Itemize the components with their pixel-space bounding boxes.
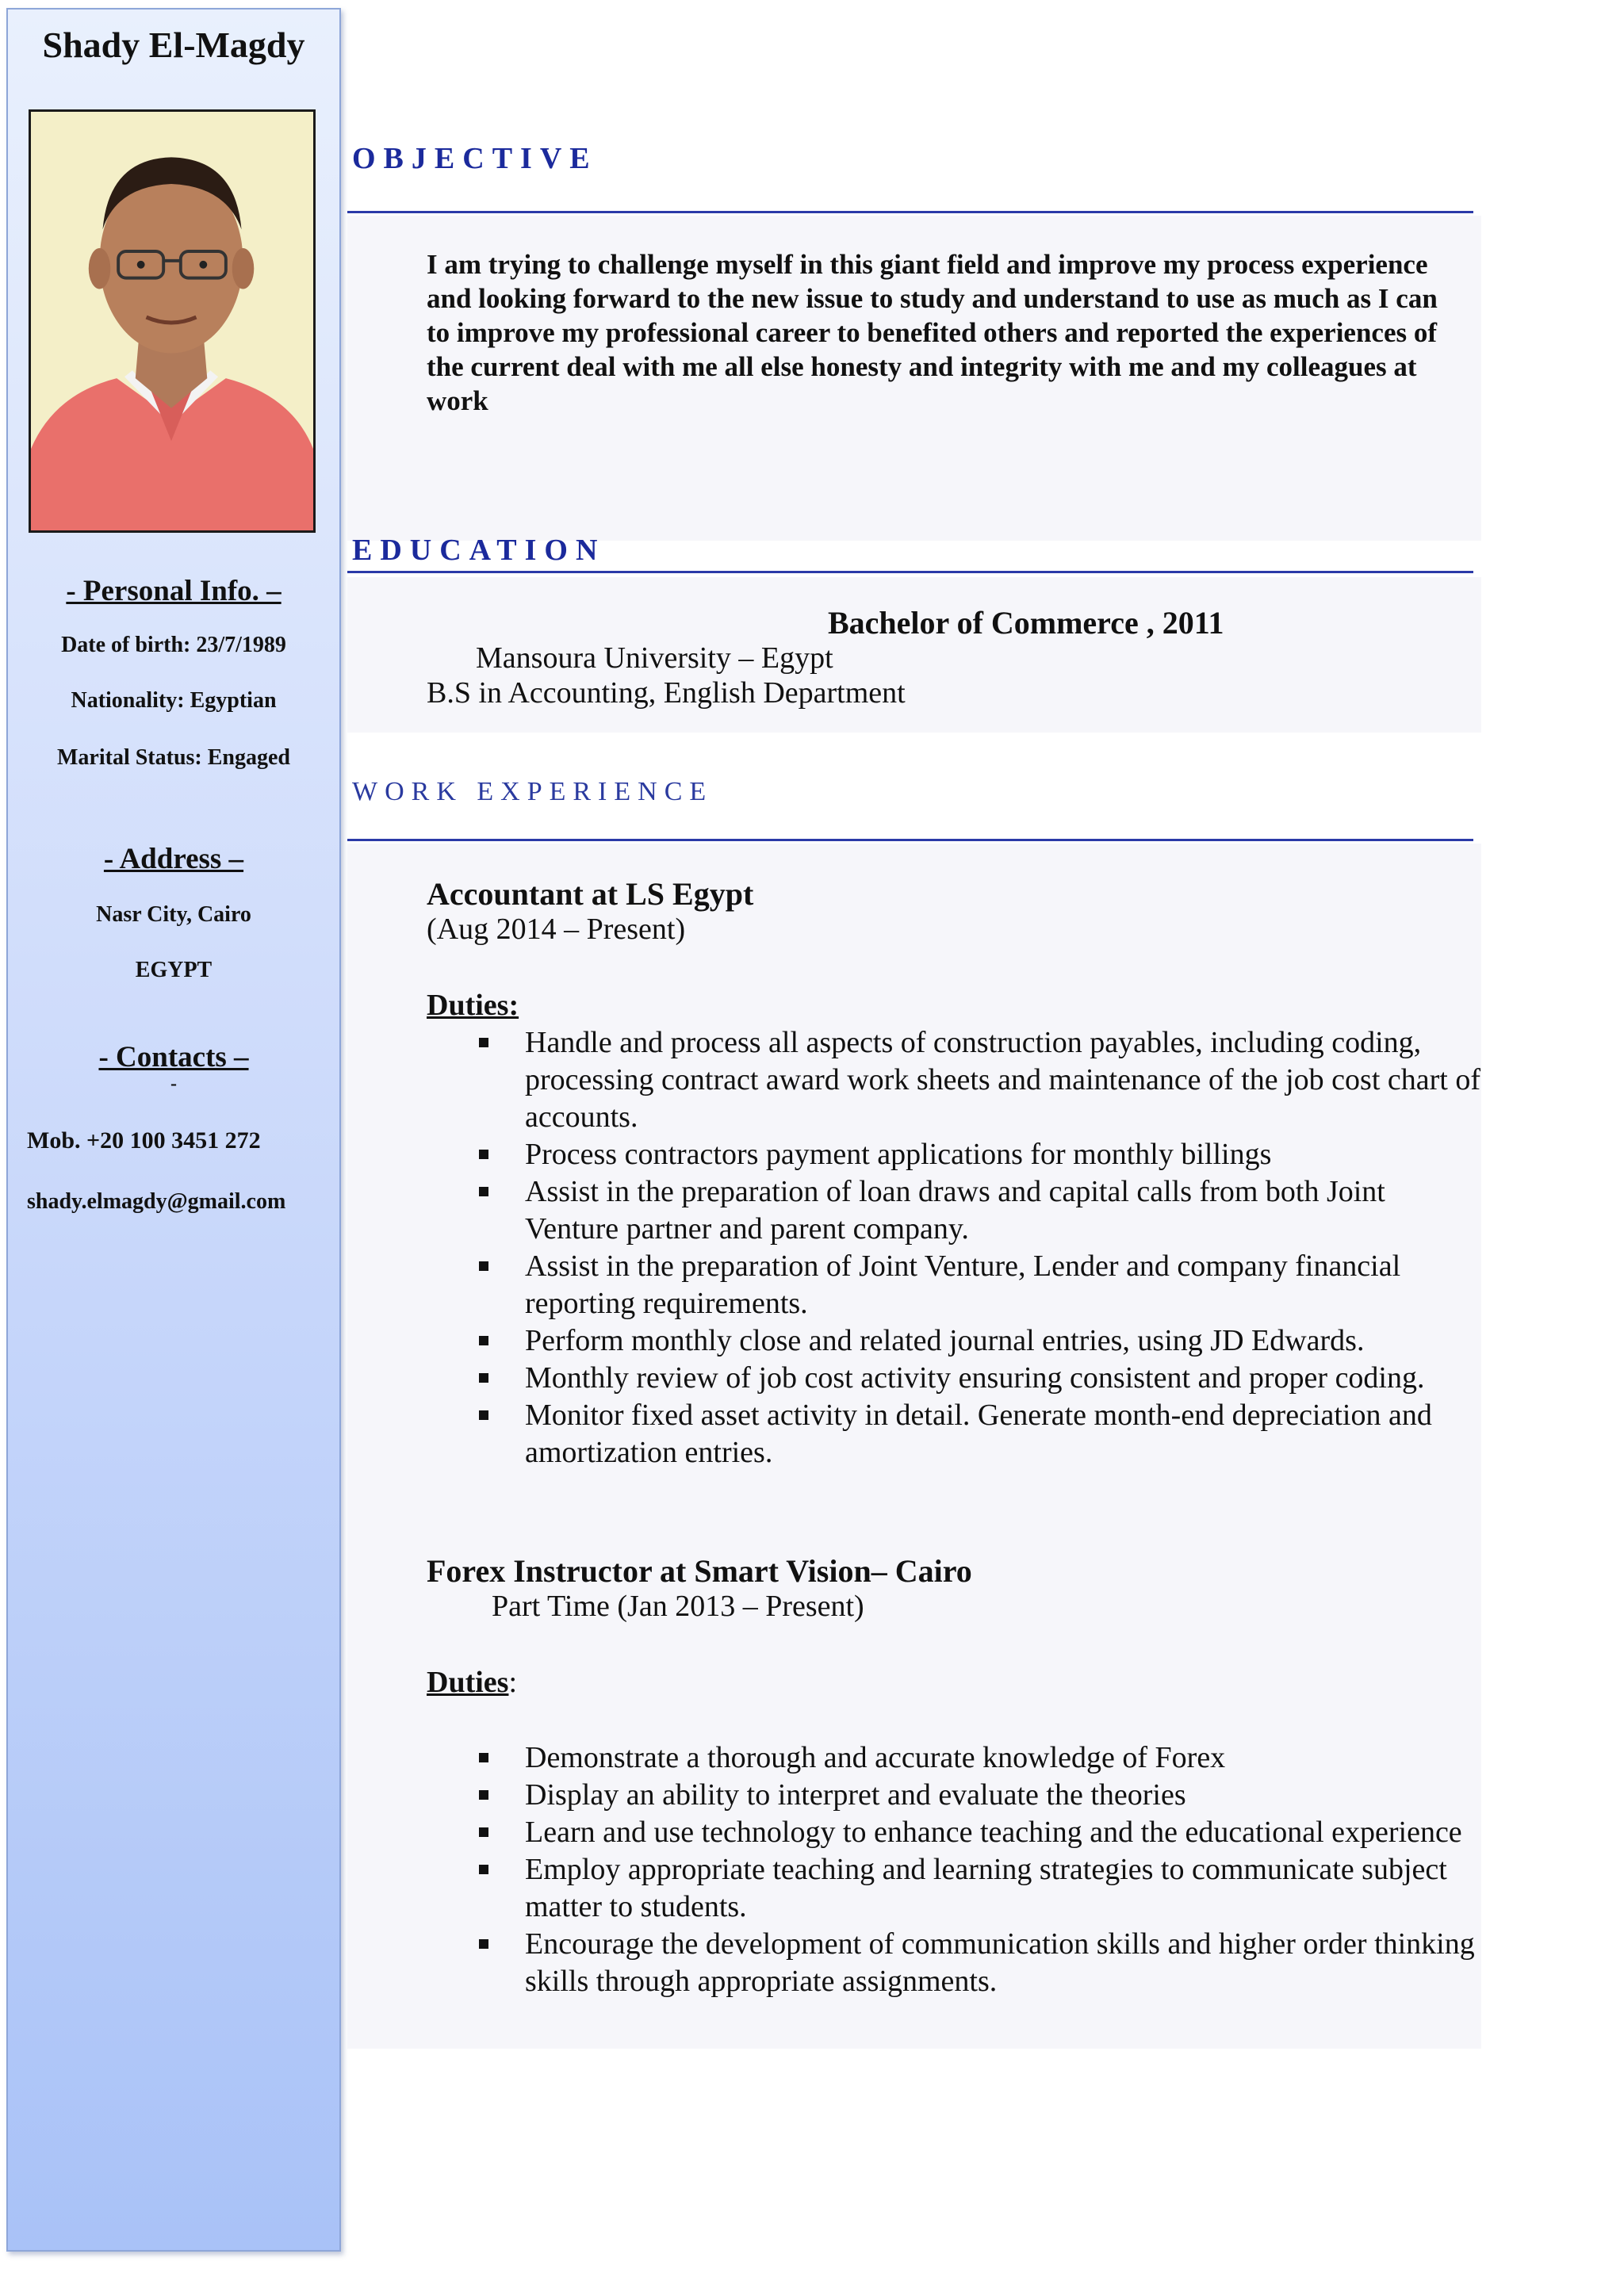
duty-item: Perform monthly close and related journal entries, using JD Edwards.: [427, 1322, 1481, 1360]
duties-label: Duties:: [427, 989, 519, 1022]
duty-item: Assist in the preparation of loan draws and capital calls from both Joint Venture partner and parent company.: [427, 1173, 1481, 1248]
candidate-name: Shady El-Magdy: [42, 25, 305, 65]
job-title: Forex Instructor at Smart Vision– Cairo: [427, 1553, 972, 1589]
degree: Bachelor of Commerce , 2011: [828, 605, 1224, 641]
marital-status: Marital Status: Engaged: [57, 745, 290, 770]
education-divider: [347, 571, 1473, 573]
work-experience-title: WORK EXPERIENCE: [352, 777, 714, 806]
email-address: shady.elmagdy@gmail.com: [27, 1189, 286, 1214]
address-line-country: EGYPT: [135, 958, 213, 982]
duty-item: Handle and process all aspects of construction payables, including coding, processing contract award work sheets and maintenance of the job cost chart of accounts.: [427, 1024, 1481, 1136]
profile-photo-image: [31, 112, 313, 530]
job-period: Part Time (Jan 2013 – Present): [492, 1590, 864, 1623]
duty-item: Display an ability to interpret and evaluate the theories: [427, 1777, 1481, 1814]
profile-photo: [29, 109, 316, 533]
contacts-dash: -: [170, 1073, 177, 1094]
duties-colon: :: [508, 1666, 518, 1699]
contacts-heading: - Contacts –: [98, 1041, 249, 1073]
work-experience-divider: [347, 839, 1473, 841]
duties-label: Duties: [427, 1666, 509, 1699]
objective-divider: [347, 211, 1473, 213]
duty-item: Encourage the development of communication skills and higher order thinking skills through appropriate assignments.: [427, 1926, 1481, 2000]
sidebar: [6, 8, 341, 2252]
job-title: Accountant at LS Egypt: [427, 876, 754, 912]
duty-item: Monitor fixed asset activity in detail. Generate month-end depreciation and amortization entries.: [427, 1397, 1481, 1471]
objective-text: I am trying to challenge myself in this giant field and improve my process experience and looking forward to the new issue to study and understand to use as much as I can to improve my professional career to benefited others and reported the experiences of the current deal with me all else honesty and integrity with me and my colleagues at work: [427, 249, 1438, 416]
date-of-birth: Date of birth: 23/7/1989: [61, 633, 286, 657]
nationality: Nationality: Egyptian: [71, 688, 277, 713]
university: Mansoura University – Egypt: [476, 641, 833, 675]
personal-info-heading: - Personal Info. –: [66, 575, 282, 607]
duty-item: Demonstrate a thorough and accurate knowledge of Forex: [427, 1739, 1481, 1777]
duties-list: [427, 1739, 1481, 2000]
address-line-city: Nasr City, Cairo: [96, 902, 251, 927]
duty-item: Monthly review of job cost activity ensuring consistent and proper coding.: [427, 1360, 1481, 1397]
education-title: EDUCATION: [352, 534, 606, 567]
major: B.S in Accounting, English Department: [427, 676, 906, 710]
duty-item: Process contractors payment applications for monthly billings: [427, 1136, 1481, 1173]
address-heading: - Address –: [103, 843, 244, 875]
duty-item: Learn and use technology to enhance teaching and the educational experience: [427, 1814, 1481, 1851]
mobile-number: Mob. +20 100 3451 272: [27, 1127, 261, 1154]
duties-list: [427, 1024, 1481, 1471]
duties-label-row: [427, 1665, 517, 1700]
objective-title: OBJECTIVE: [352, 142, 598, 175]
duty-item: Employ appropriate teaching and learning strategies to communicate subject matter to students.: [427, 1851, 1481, 1926]
duty-item: Assist in the preparation of Joint Venture, Lender and company financial reporting requirements.: [427, 1248, 1481, 1322]
job-period: (Aug 2014 – Present): [427, 913, 686, 946]
